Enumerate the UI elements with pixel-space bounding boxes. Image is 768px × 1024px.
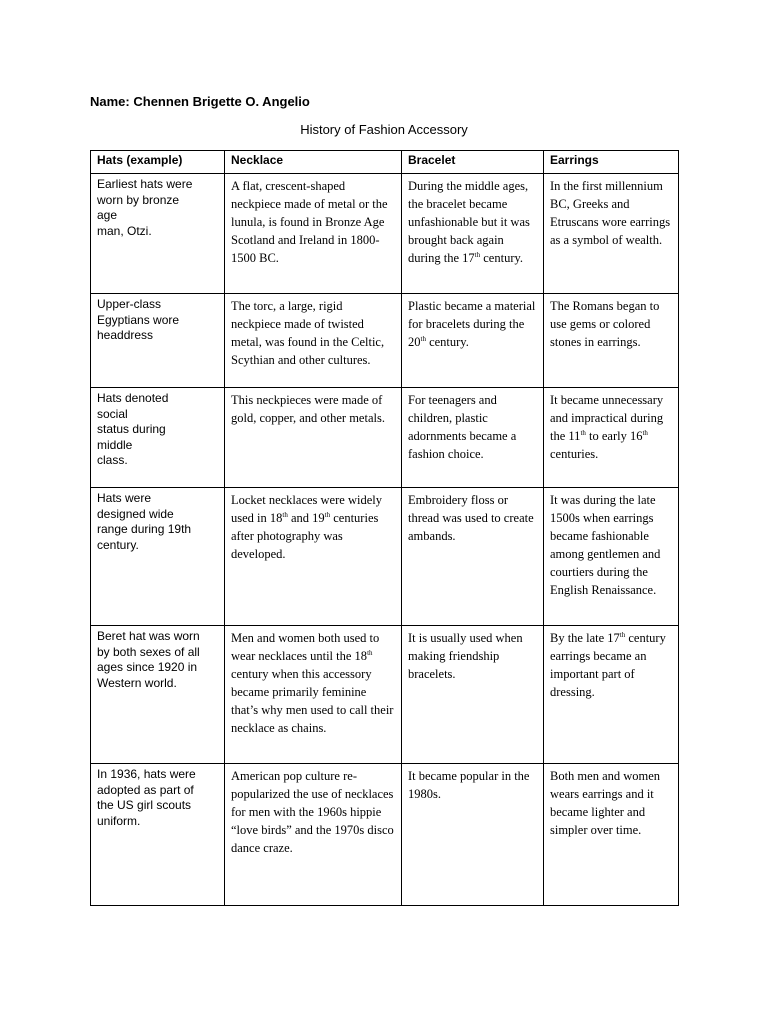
superscript: th — [642, 428, 648, 437]
bracelet-cell: Embroidery floss or thread was used to create ambands. — [402, 488, 544, 626]
column-header-hats: Hats (example) — [91, 151, 225, 174]
necklace-cell — [225, 626, 402, 764]
cell-text: century when this accessory became primarily feminine that’s why men used to call their necklace as chains. — [231, 667, 394, 735]
superscript: th — [420, 334, 426, 343]
student-name-line — [90, 94, 310, 109]
cell-text: During the middle ages, the bracelet became unfashionable but it was brought back again during the 17 — [408, 179, 530, 265]
earrings-cell — [544, 388, 679, 488]
table-row — [91, 764, 679, 906]
cell-text: to early 16 — [585, 429, 643, 443]
fashion-history-table — [90, 150, 679, 906]
table-row — [91, 626, 679, 764]
earrings-cell: It was during the late 1500s when earrings became fashionable among gentlemen and courtiers during the English Renaissance. — [544, 488, 679, 626]
bracelet-cell — [402, 294, 544, 388]
column-header-necklace: Necklace — [225, 151, 402, 174]
bracelet-cell — [402, 174, 544, 294]
cell-text: century. — [480, 251, 524, 265]
superscript: th — [324, 510, 331, 519]
table-row — [91, 294, 679, 388]
bracelet-cell: It became popular in the 1980s. — [402, 764, 544, 906]
necklace-cell: A flat, crescent-shaped neckpiece made of metal or the lunula, is found in Bronze Age Scotland and Ireland in 1800-1500 BC. — [225, 174, 402, 294]
cell-text: By the late 17 — [550, 631, 620, 645]
superscript: th — [474, 250, 481, 259]
earrings-cell: The Romans began to use gems or colored stones in earrings. — [544, 294, 679, 388]
superscript: th — [282, 510, 288, 519]
cell-text: century. — [425, 335, 469, 349]
name-value: Chennen Brigette O. Angelio — [133, 94, 310, 109]
earrings-cell: In the first millennium BC, Greeks and Etruscans wore earrings as a symbol of wealth. — [544, 174, 679, 294]
cell-text: It became unnecessary and impractical during the 11 — [550, 393, 664, 443]
hats-cell: In 1936, hats were adopted as part of the US girl scouts uniform. — [91, 764, 225, 906]
name-label: Name: — [90, 94, 130, 109]
necklace-cell: The torc, a large, rigid neckpiece made of twisted metal, was found in the Celtic, Scythian and other cultures. — [225, 294, 402, 388]
earrings-cell: Both men and women wears earrings and it became lighter and simpler over time. — [544, 764, 679, 906]
necklace-cell: This neckpieces were made of gold, copper, and other metals. — [225, 388, 402, 488]
earrings-cell — [544, 626, 679, 764]
cell-text: and 19 — [287, 511, 325, 525]
superscript: th — [619, 630, 626, 639]
cell-text: centuries after photography was developed. — [231, 511, 379, 561]
hats-cell: Hats were designed wide range during 19th century. — [91, 488, 225, 626]
table-row — [91, 388, 679, 488]
document-title: History of Fashion Accessory — [300, 122, 468, 137]
column-header-earrings: Earrings — [544, 151, 679, 174]
cell-text: century earrings became an important part of dressing. — [550, 631, 666, 699]
bracelet-cell: For teenagers and children, plastic adornments became a fashion choice. — [402, 388, 544, 488]
cell-text: centuries. — [550, 447, 599, 461]
superscript: th — [367, 648, 373, 657]
hats-cell: Beret hat was worn by both sexes of all ages since 1920 in Western world. — [91, 626, 225, 764]
hats-cell: Upper-class Egyptians wore headdress — [91, 294, 225, 388]
cell-text: Locket necklaces were widely used in 18 — [231, 493, 382, 525]
cell-text: Plastic became a material for bracelets during the 20 — [408, 299, 536, 349]
column-header-bracelet: Bracelet — [402, 151, 544, 174]
hats-cell: Earliest hats were worn by bronze age man, Otzi. — [91, 174, 225, 294]
necklace-cell — [225, 488, 402, 626]
table-row — [91, 488, 679, 626]
superscript: th — [580, 428, 586, 437]
table-row — [91, 174, 679, 294]
table-header-row — [91, 151, 679, 174]
bracelet-cell: It is usually used when making friendship bracelets. — [402, 626, 544, 764]
necklace-cell: American pop culture re-popularized the use of necklaces for men with the 1960s hippie “love birds” and the 1970s disco dance craze. — [225, 764, 402, 906]
hats-cell: Hats denoted social status during middle class. — [91, 388, 225, 488]
cell-text: Men and women both used to wear necklaces until the 18 — [231, 631, 380, 663]
